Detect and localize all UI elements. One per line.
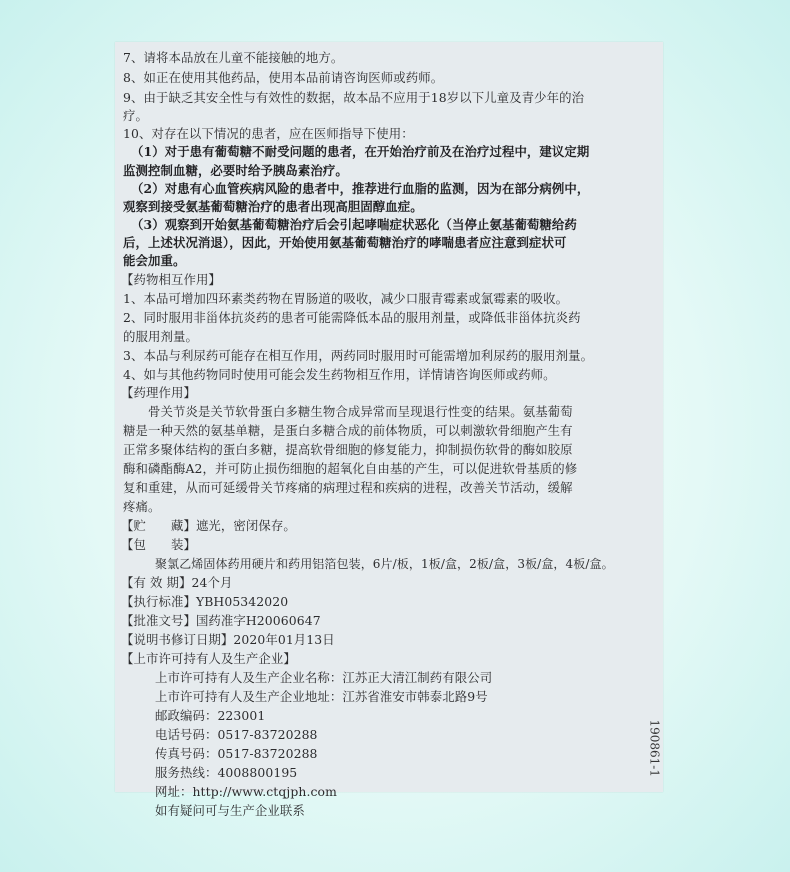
interaction-line: 2、同时服用非甾体抗炎药的患者可能需降低本品的服用剂量，或降低非甾体抗炎药 [123, 310, 581, 325]
precaution-line: 疗。 [123, 108, 148, 123]
pharmacology-line: 酶和磷酯酶A2，并可防止损伤细胞的超氧化自由基的产生，可以促进软骨基质的修 [123, 461, 578, 476]
leaflet-page [115, 42, 663, 818]
precaution-line: 7、请将本品放在儿童不能接触的地方。 [123, 50, 344, 65]
pharmacology-line: 复和重建，从而可延缓骨关节疼痛的病理过程和疾病的进程，改善关节活动，缓解 [123, 480, 573, 495]
fax-line: 传真号码：0517-83720288 [155, 746, 318, 761]
holder-heading: 【上市许可持有人及生产企业】 [121, 651, 296, 666]
postal-code-line: 邮政编码：223001 [155, 708, 266, 723]
precaution-subitem-line: （1）对于患有葡萄糖不耐受问题的患者，在开始治疗前及在治疗过程中，建议定期 [131, 144, 590, 159]
pharmacology-line: 骨关节炎是关节软骨蛋白多糖生物合成异常而呈现退行性变的结果。氨基葡萄 [123, 404, 573, 419]
pharmacology-heading: 【药理作用】 [121, 385, 196, 400]
package-line: 聚氯乙烯固体药用硬片和药用铝箔包装，6片/板，1板/盒，2板/盒，3板/盒，4板/盒。 [155, 557, 614, 571]
approval-line: 【批准文号】国药准字H20060647 [121, 613, 321, 628]
precaution-subitem-line: 观察到接受氨基葡萄糖治疗的患者出现高胆固醇血症。 [123, 199, 423, 214]
standard-line: 【执行标准】YBH05342020 [121, 594, 289, 609]
pharmacology-line: 糖是一种天然的氨基单糖，是蛋白多糖合成的前体物质，可以刺激软骨细胞产生有 [123, 423, 573, 438]
pharmacology-line: 疼痛。 [123, 499, 161, 514]
phone-line: 电话号码：0517-83720288 [155, 727, 318, 742]
precaution-line: 8、如正在使用其他药品，使用本品前请咨询医师或药师。 [123, 70, 444, 85]
contact-note-line: 如有疑问可与生产企业联系 [155, 803, 305, 818]
storage-line: 【贮 藏】遮光，密闭保存。 [121, 518, 296, 533]
holder-address-line: 上市许可持有人及生产企业地址：江苏省淮安市韩泰北路9号 [155, 689, 488, 704]
print-code: 190861-1 [647, 719, 661, 777]
interaction-line: 的服用剂量。 [123, 329, 198, 344]
revision-line: 【说明书修订日期】2020年01月13日 [121, 632, 335, 647]
interactions-heading: 【药物相互作用】 [121, 272, 221, 287]
pharmacology-line: 正常多聚体结构的蛋白多糖，提高软骨细胞的修复能力，抑制损伤软骨的酶如胶原 [123, 442, 573, 457]
precaution-subitem-line: 能会加重。 [123, 253, 186, 268]
precaution-subitem-line: （3）观察到开始氨基葡萄糖治疗后会引起哮喘症状恶化（当停止氨基葡萄糖给药 [131, 217, 577, 232]
interaction-line: 4、如与其他药物同时使用可能会发生药物相互作用，详情请咨询医师或药师。 [123, 367, 556, 382]
precaution-subitem-line: （2）对患有心血管疾病风险的患者中，推荐进行血脂的监测，因为在部分病例中， [131, 181, 590, 196]
interaction-line: 3、本品与利尿药可能存在相互作用，两药同时服用时可能需增加利尿药的服用剂量。 [123, 348, 594, 363]
website-line: 网址：http://www.ctqjph.com [155, 784, 337, 799]
holder-name-line: 上市许可持有人及生产企业名称：江苏正大清江制药有限公司 [155, 670, 493, 685]
package-heading: 【包 装】 [121, 537, 196, 552]
precaution-subitem-line: 后，上述状况消退），因此，开始使用氨基葡萄糖治疗的哮喘患者应注意到症状可 [123, 235, 567, 250]
precaution-line: 9、由于缺乏其安全性与有效性的数据，故本品不应用于18岁以下儿童及青少年的治 [123, 90, 585, 105]
precaution-line: 10、对存在以下情况的患者，应在医师指导下使用： [123, 126, 414, 141]
validity-line: 【有 效 期】24个月 [121, 575, 233, 590]
precaution-subitem-line: 监测控制血糖，必要时给予胰岛素治疗。 [123, 163, 348, 178]
interaction-line: 1、本品可增加四环素类药物在胃肠道的吸收，减少口服青霉素或氯霉素的吸收。 [123, 291, 569, 306]
hotline-line: 服务热线：4008800195 [155, 765, 298, 780]
